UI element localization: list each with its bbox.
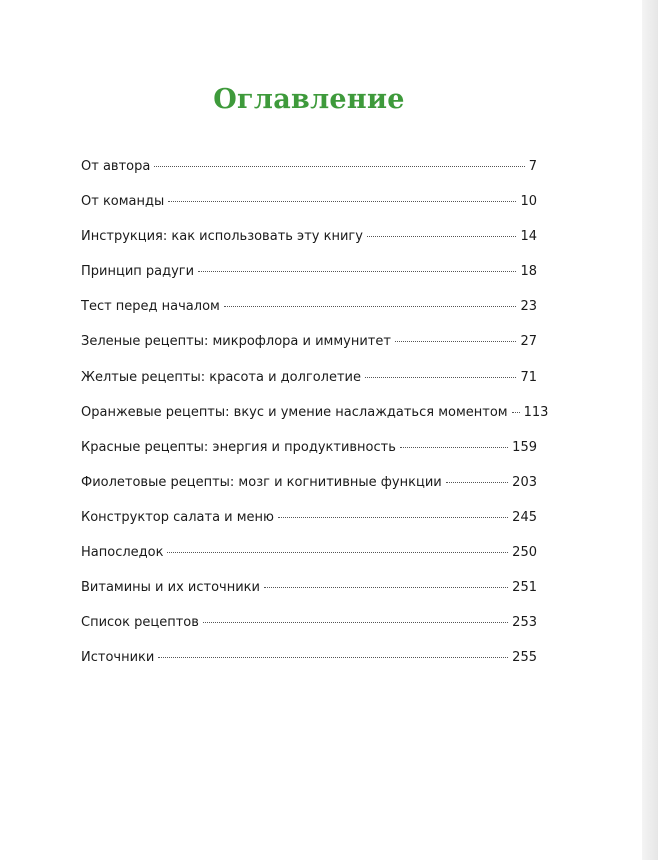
toc-entry-label: От автора xyxy=(81,159,151,174)
toc-entry-label: Список рецептов xyxy=(81,615,199,631)
toc-entry-label: Тест перед началом xyxy=(81,299,220,315)
toc-entry-page: 253 xyxy=(512,615,537,631)
dot-leader xyxy=(365,377,516,378)
toc-entry-page: 18 xyxy=(520,264,537,280)
toc-entry-page: 113 xyxy=(523,404,549,420)
toc-entry-label: Принцип радуги xyxy=(81,264,195,280)
toc-entry-label: Красные рецепты: энергия и продуктивность xyxy=(81,439,396,455)
toc-entry xyxy=(81,575,537,610)
toc-entry-page: 23 xyxy=(520,299,537,315)
toc-entry xyxy=(81,294,537,329)
page-edge xyxy=(642,0,658,860)
dot-leader xyxy=(168,201,516,202)
toc-entry xyxy=(81,224,537,259)
dot-leader xyxy=(203,622,508,623)
toc-entry xyxy=(81,610,537,645)
toc-entry-page: 10 xyxy=(520,194,537,210)
toc-entry-label: Зеленые рецепты: микрофлора и иммунитет xyxy=(81,334,391,350)
dot-leader xyxy=(367,236,517,237)
toc-entry-page: 203 xyxy=(512,474,537,490)
toc-entry-label: Напоследок xyxy=(81,545,164,561)
toc-entry xyxy=(81,435,537,470)
toc-entry-label: Желтые рецепты: красота и долголетие xyxy=(81,369,362,385)
toc-entry-label: Витамины и их источники xyxy=(81,580,260,596)
toc-entry-label: Оранжевые рецепты: вкус и умение наслаждаться моментом xyxy=(81,404,508,420)
dot-leader xyxy=(264,587,508,588)
table-of-contents xyxy=(81,154,549,680)
toc-entry-label: От команды xyxy=(81,194,165,210)
toc-entry-label: Инструкция: как использовать эту книгу xyxy=(81,229,363,245)
toc-entry-page: 7 xyxy=(528,159,537,174)
dot-leader xyxy=(278,517,508,518)
toc-entry xyxy=(81,540,537,575)
toc-entry-page: 250 xyxy=(512,545,537,561)
toc-entry xyxy=(81,470,537,505)
toc-entry xyxy=(81,365,537,400)
toc-entry-label: Конструктор салата и меню xyxy=(81,509,275,525)
toc-entry xyxy=(81,505,537,540)
toc-entry-label: Источники xyxy=(81,650,155,666)
dot-leader xyxy=(224,306,517,307)
dot-leader xyxy=(158,657,508,658)
toc-entry-page: 251 xyxy=(512,580,537,596)
toc-entry-page: 71 xyxy=(520,369,537,385)
toc-entry xyxy=(81,154,537,189)
dot-leader xyxy=(198,271,516,272)
dot-leader xyxy=(446,482,508,483)
toc-entry xyxy=(81,259,537,294)
dot-leader xyxy=(512,412,520,413)
toc-entry-label: Фиолетовые рецепты: мозг и когнитивные функции xyxy=(81,474,442,490)
toc-entry-page: 159 xyxy=(512,439,537,455)
dot-leader xyxy=(400,447,508,448)
toc-entry xyxy=(81,645,537,680)
dot-leader xyxy=(154,166,524,167)
dot-leader xyxy=(167,552,508,553)
page-title: Оглавление xyxy=(213,84,405,116)
toc-entry xyxy=(81,189,537,224)
toc-entry-page: 255 xyxy=(512,650,537,666)
toc-entry-page: 14 xyxy=(520,229,537,245)
dot-leader xyxy=(395,341,517,342)
toc-entry xyxy=(81,400,549,435)
toc-entry-page: 245 xyxy=(512,509,537,525)
toc-entry-page: 27 xyxy=(520,334,537,350)
toc-entry xyxy=(81,329,537,364)
